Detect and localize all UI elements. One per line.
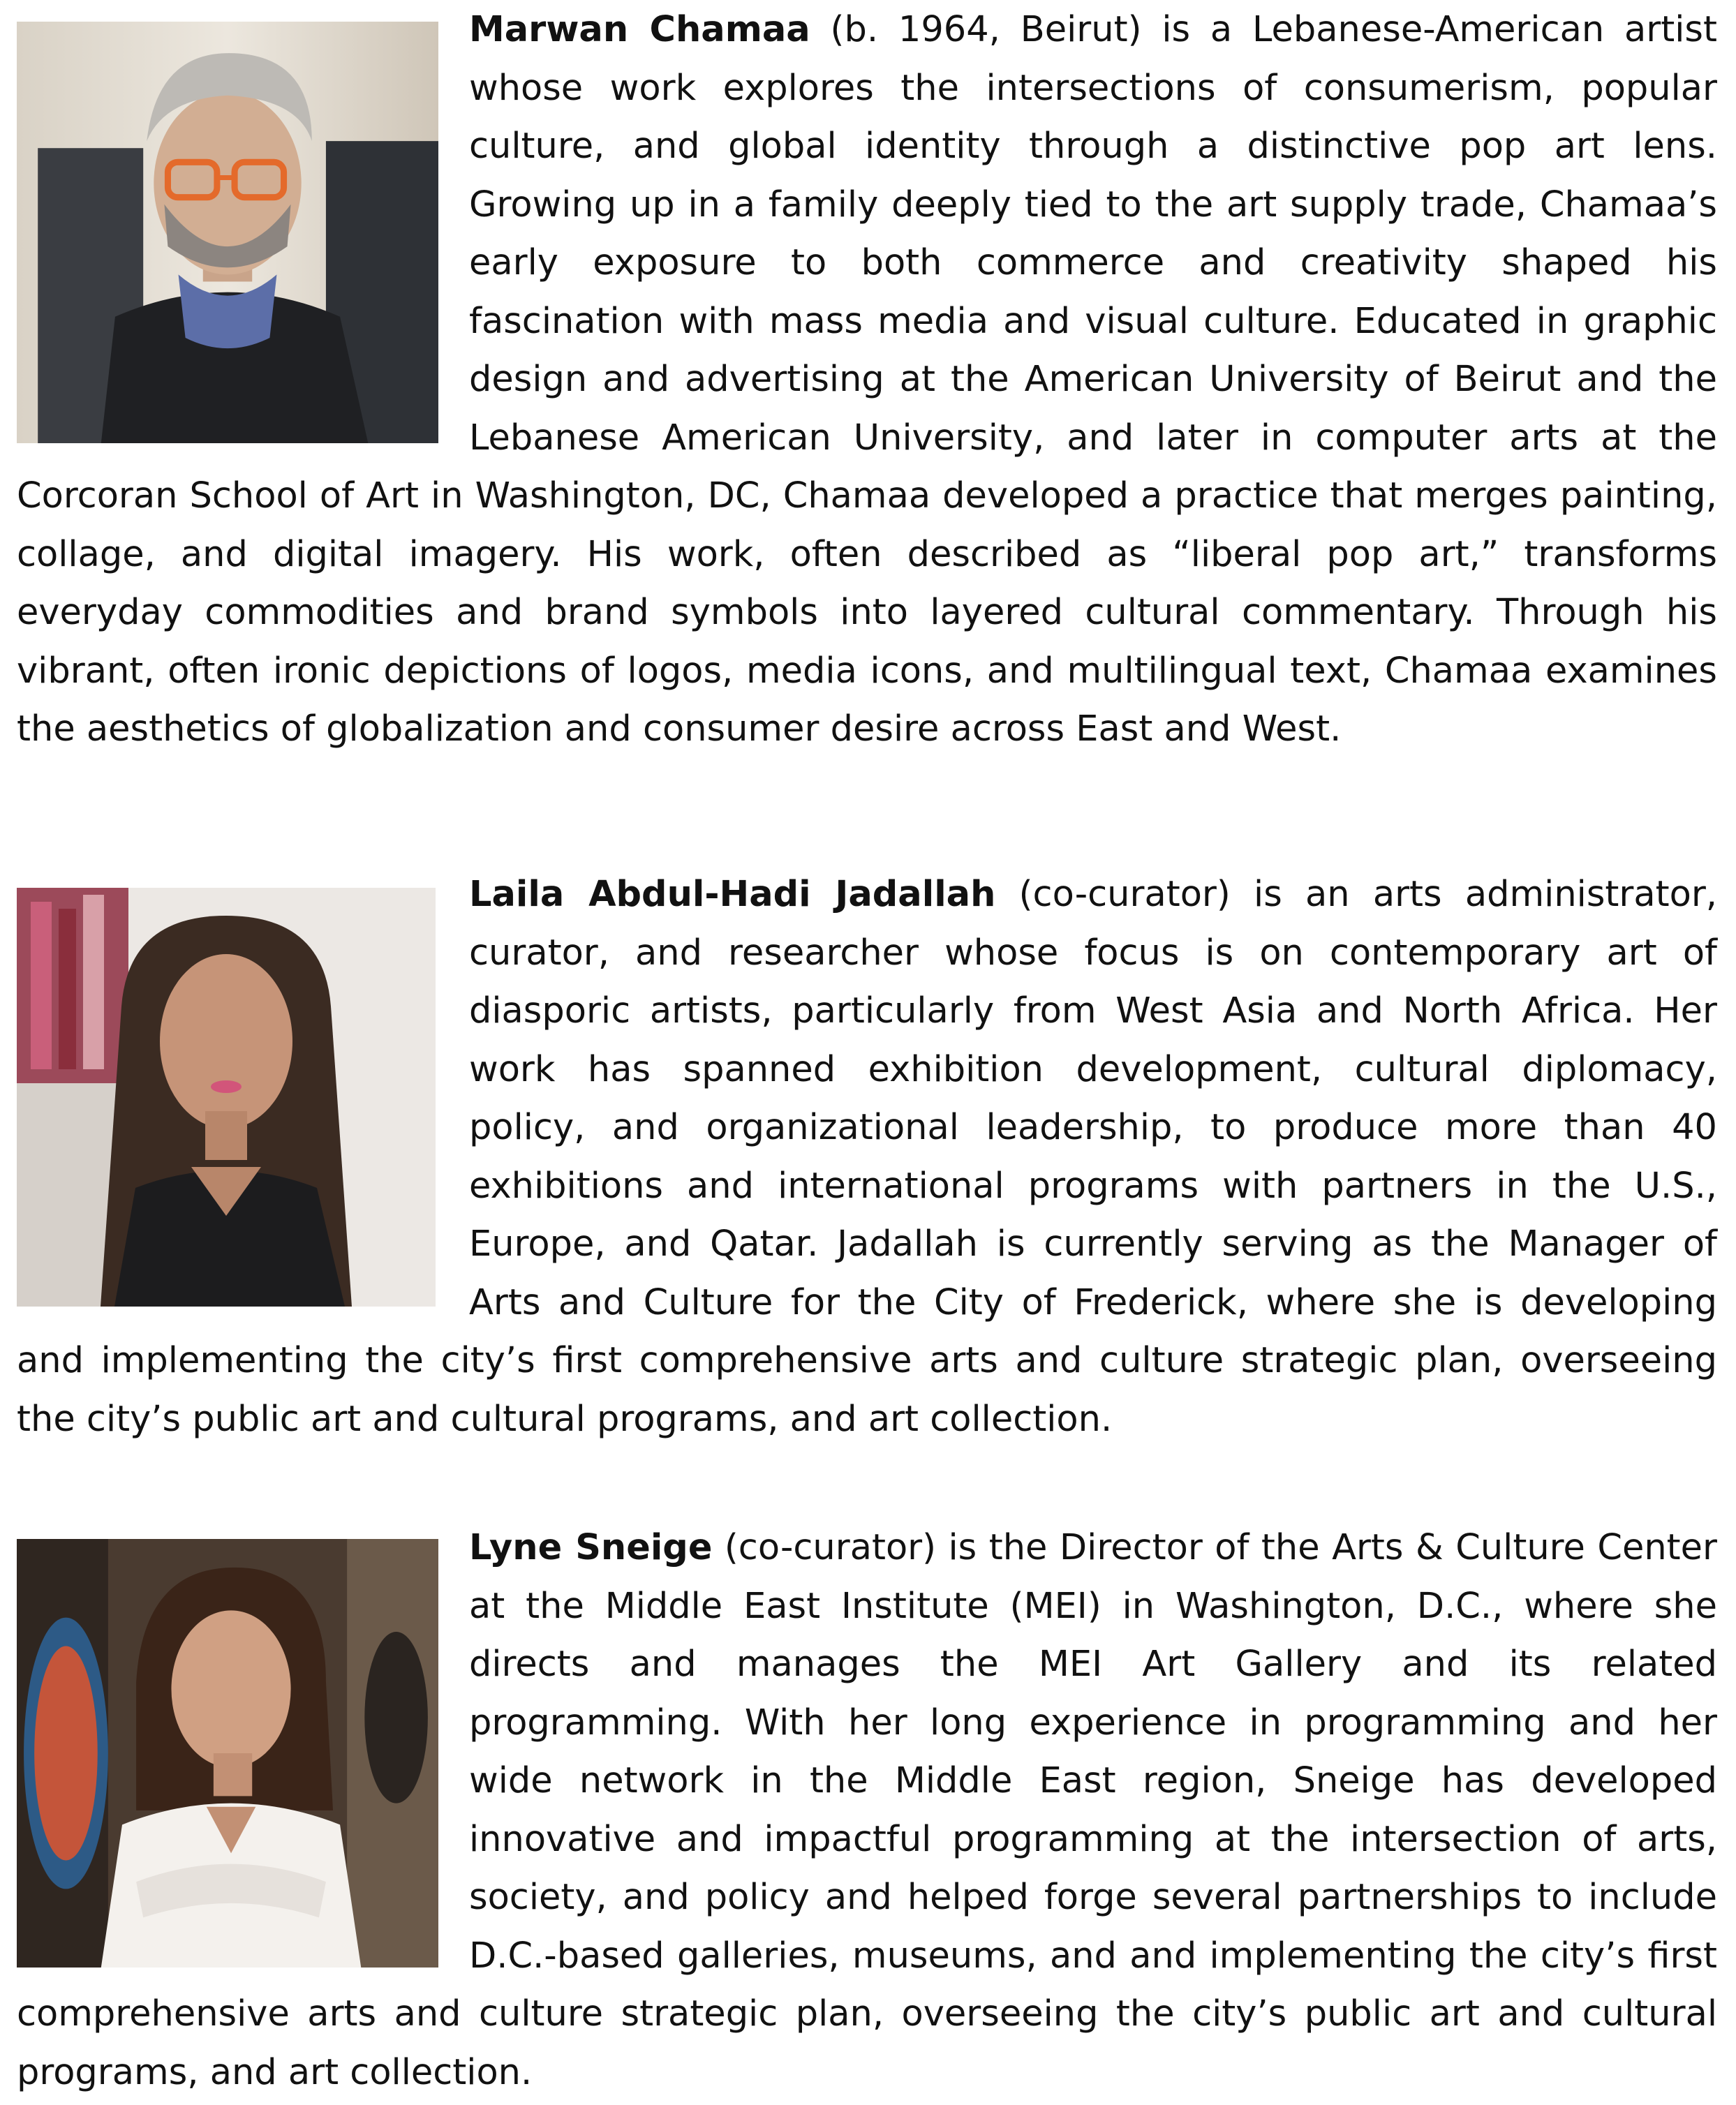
bio-name: Laila Abdul-Hadi Jadallah bbox=[469, 874, 996, 915]
portrait-photo-lyne-sneige bbox=[17, 1539, 438, 1968]
bio-text: (co-curator) is an arts administrator, curator, and researcher whose focus is on contemporary art of diasporic artists, particularly from West Asia and North Africa. Her work has spanned exhibition development, cultural diplomacy, policy, and organizational leadership, to produce more than 40 exhibitions and international programs with partners in the U.S., Europe, and Qatar. Jadallah is currently serving as the Manager of Arts and Culture for the City of Frederick, where she is developing and implementing the city’s first comprehensive arts and culture strategic plan, overseeing the city’s public art and cultural programs, and art collection. bbox=[17, 874, 1718, 1440]
bio-lyne-sneige bbox=[17, 1519, 1717, 2102]
bio-text: (b. 1964, Beirut) is a Lebanese-American artist whose work explores the intersections of consumerism, popular culture, and global identity through a distinctive pop art lens. Growing up in a family deeply tied to the art supply trade, Chamaa’s early exposure to both commerce and creativity shaped his fascination with mass media and visual culture. Educated in graphic design and advertising at the American University of Beirut and the Lebanese American University, and later in computer arts at the Corcoran School of Art in Washington, DC, Chamaa developed a practice that merges painting, collage, and digital imagery. His work, often described as “liberal pop art,” transforms everyday commodities and brand symbols into layered cultural commentary. Through his vibrant, often ironic depictions of logos, media icons, and multilingual text, Chamaa examines the aesthetics of globalization and consumer desire across East and West. bbox=[17, 9, 1717, 750]
bio-text: (co-curator) is the Director of the Arts & Culture Center at the Middle East Institute (MEI) in Washington, D.C., where she directs and manages the MEI Art Gallery and its related programming. With her long experience in programming and her wide network in the Middle East region, Sneige has developed innovative and impactful programming at the intersection of arts, society, and policy and helped forge several partnerships to include D.C.-based galleries, museums, and and implementing the city’s first comprehensive arts and culture strategic plan, overseeing the city’s public art and cultural programs, and art collection. bbox=[17, 1527, 1718, 2093]
bio-name: Lyne Sneige bbox=[469, 1527, 713, 1568]
bio-name: Marwan Chamaa bbox=[469, 9, 810, 50]
portrait-photo-laila-jadallah bbox=[17, 888, 436, 1307]
bio-laila-abdul-hadi-jadallah bbox=[17, 865, 1717, 1448]
bio-marwan-chamaa bbox=[17, 1, 1717, 759]
portrait-photo-marwan-chamaa bbox=[17, 22, 438, 443]
